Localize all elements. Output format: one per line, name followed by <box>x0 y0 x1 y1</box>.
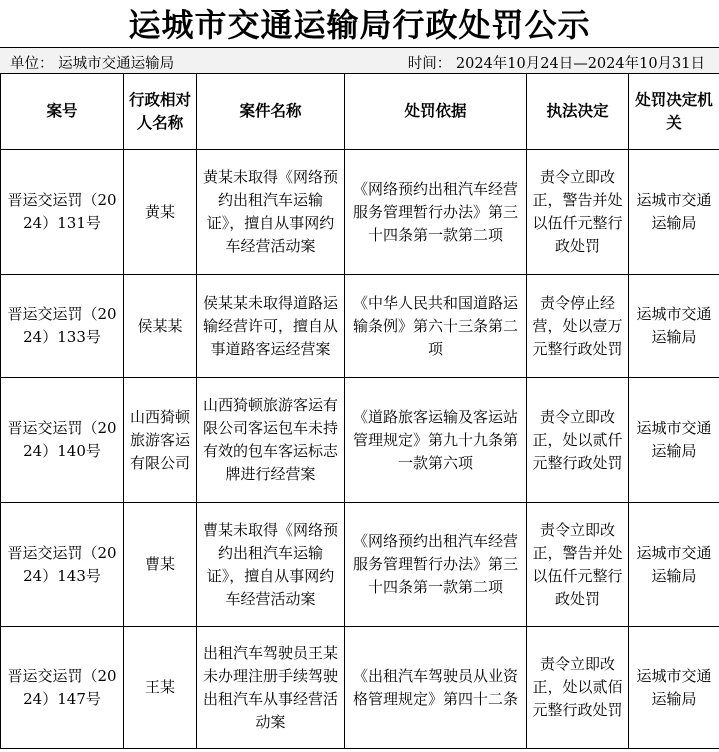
case-name-cell: 曹某未取得《网络预约出租汽车运输证》，擅自从事网约车经营活动案 <box>197 503 345 627</box>
case-no-cell: 晋运交运罚（2024）143号 <box>1 503 124 627</box>
authority-cell: 运城市交通运输局 <box>629 150 719 275</box>
party-cell: 王某 <box>124 627 197 749</box>
page-title: 运城市交通运输局行政处罚公示 <box>128 6 591 44</box>
authority-cell: 运城市交通运输局 <box>629 275 719 378</box>
decision-cell: 责令立即改正，处以贰仟元整行政处罚 <box>527 378 629 503</box>
basis-cell: 《道路旅客运输及客运站管理规定》第九十九条第一款第六项 <box>345 378 527 503</box>
basis-cell: 《出租汽车驾驶员从业资格管理规定》第四十二条 <box>345 627 527 749</box>
party-cell: 侯某某 <box>124 275 197 378</box>
party-cell: 曹某 <box>124 503 197 627</box>
table-row <box>1 503 719 627</box>
basis-cell: 《网络预约出租汽车经营服务管理暂行办法》第三十四条第一款第二项 <box>345 503 527 627</box>
header-row <box>1 74 719 150</box>
case-no-cell: 晋运交运罚（2024）140号 <box>1 378 124 503</box>
table-row <box>1 378 719 503</box>
party-cell: 黄某 <box>124 150 197 275</box>
decision-cell: 责令立即改正，警告并处以伍仟元整行政处罚 <box>527 150 629 275</box>
unit-line: 单位： 运城市交通运输局 <box>10 56 175 72</box>
party-cell: 山西猗顿旅游客运有限公司 <box>124 378 197 503</box>
table-row <box>1 150 719 275</box>
decision-cell: 责令立即改正，处以贰佰元整行政处罚 <box>527 627 629 749</box>
table-row <box>1 627 719 749</box>
meta-bar <box>0 47 719 73</box>
authority-cell: 运城市交通运输局 <box>629 627 719 749</box>
basis-cell: 《网络预约出租汽车经营服务管理暂行办法》第三十四条第一款第二项 <box>345 150 527 275</box>
header-basis: 处罚依据 <box>345 74 527 150</box>
case-name-cell: 出租汽车驾驶员王某未办理注册手续驾驶出租汽车从事经营活动案 <box>197 627 345 749</box>
case-name-cell: 侯某某未取得道路运输经营许可，擅自从事道路客运经营案 <box>197 275 345 378</box>
case-no-cell: 晋运交运罚（2024）133号 <box>1 275 124 378</box>
penalty-table <box>0 73 719 749</box>
case-name-cell: 黄某未取得《网络预约出租汽车运输证》，擅自从事网约车经营活动案 <box>197 150 345 275</box>
decision-cell: 责令立即改正，警告并处以伍仟元整行政处罚 <box>527 503 629 627</box>
table-row <box>1 275 719 378</box>
header-authority: 处罚决定机关 <box>629 74 719 150</box>
header-case-name: 案件名称 <box>197 74 345 150</box>
case-no-cell: 晋运交运罚（2024）147号 <box>1 627 124 749</box>
header-decision: 执法决定 <box>527 74 629 150</box>
basis-cell: 《中华人民共和国道路运输条例》第六十三条第二项 <box>345 275 527 378</box>
authority-cell: 运城市交通运输局 <box>629 503 719 627</box>
header-case-no: 案号 <box>1 74 124 150</box>
case-name-cell: 山西猗顿旅游客运有限公司客运包车未持有效的包车客运标志牌进行经营案 <box>197 378 345 503</box>
time-line: 时间： 2024年10月24日—2024年10月31日 <box>407 56 705 72</box>
decision-cell: 责令停止经营，处以壹万元整行政处罚 <box>527 275 629 378</box>
authority-cell: 运城市交通运输局 <box>629 378 719 503</box>
case-no-cell: 晋运交运罚（2024）131号 <box>1 150 124 275</box>
header-party: 行政相对人名称 <box>124 74 197 150</box>
